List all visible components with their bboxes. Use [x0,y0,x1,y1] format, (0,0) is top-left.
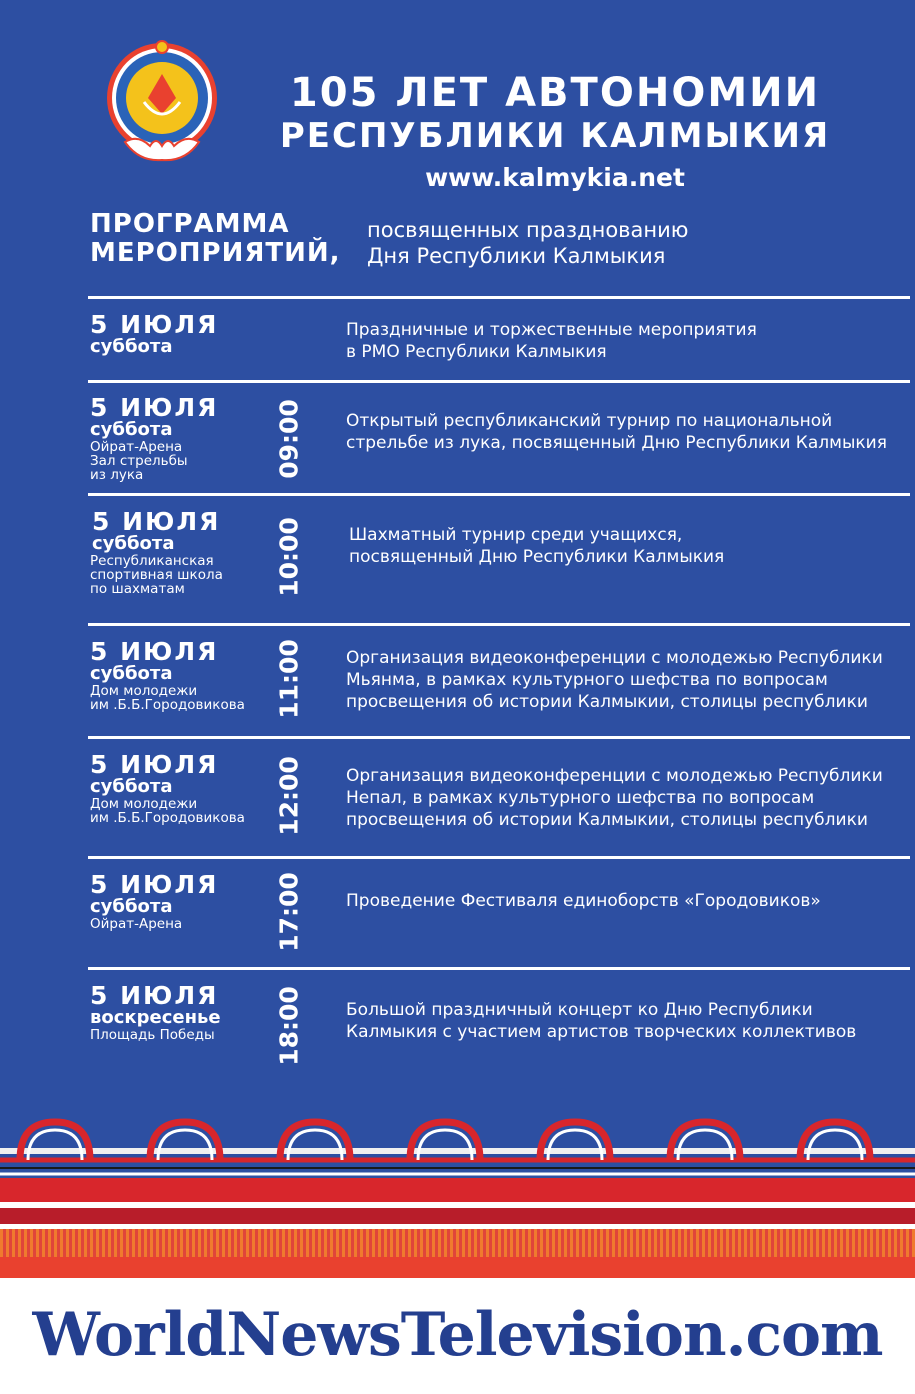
event-description-line: Организация видеоконференции с молодежью Республики [346,648,883,668]
divider [88,967,910,970]
event-description-line: Шахматный турнир среди учащихся, [349,525,683,545]
event-time: 10:00 [274,517,304,597]
program-subtitle-line1: посвященных празднованию [367,218,689,242]
event-venue [90,440,188,482]
program-subtitle [367,217,688,269]
event-venue-line: спортивная школа [90,567,223,583]
event-time: 17:00 [274,872,304,952]
event-day: суббота [90,776,173,797]
event-venue-line: Дом молодежи [90,683,198,699]
divider [88,296,910,299]
event-description [346,890,821,912]
main-title-line1: 105 ЛЕТ АВТОНОМИИ [289,70,821,116]
event-date: 5 ИЮЛЯ [90,981,219,1010]
kalmykia-emblem-icon [103,38,221,168]
event-description [346,765,883,831]
event-description-line: просвещения об истории Калмыкии, столицы республики [346,692,868,712]
divider [88,623,910,626]
event-description-line: Большой праздничный концерт ко Дню Республики [346,1000,813,1020]
ornament-arches [20,1122,870,1160]
event-time: 12:00 [274,756,304,836]
event-description [349,524,724,568]
event-venue-line: Ойрат-Арена [90,439,183,455]
event-venue-line: Дом молодежи [90,796,198,812]
event-description-line: Непал, в рамках культурного шефства по вопросам [346,788,815,808]
event-venue [90,797,245,825]
event-description-line: Праздничные и торжественные мероприятия [346,320,757,340]
event-venue [90,684,245,712]
event-day: суббота [90,419,173,440]
event-venue [90,554,223,596]
event-description-line: Мьянма, в рамках культурного шефства по вопросам [346,670,828,690]
divider [88,493,910,496]
event-venue-line: Площадь Победы [90,1027,215,1043]
event-day: суббота [90,663,173,684]
event-date: 5 ИЮЛЯ [90,310,219,339]
event-venue-line: им .Б.Б.Городовикова [90,697,245,713]
event-time: 09:00 [274,399,304,479]
event-description [346,647,883,713]
event-venue-line: им .Б.Б.Городовикова [90,810,245,826]
event-description-line: просвещения об истории Калмыкии, столицы республики [346,810,868,830]
event-description-line: Организация видеоконференции с молодежью Республики [346,766,883,786]
divider [88,380,910,383]
event-venue-line: по шахматам [90,581,185,597]
event-description [346,410,887,454]
event-description-line: посвященный Дню Республики Калмыкия [349,547,725,567]
event-date: 5 ИЮЛЯ [90,750,219,779]
event-description [346,999,856,1043]
program-title-line2: МЕРОПРИЯТИЙ, [90,238,341,268]
event-day: воскресенье [90,1007,221,1028]
watermark-text: WorldNewsTelevision.com [32,1300,883,1370]
event-day: суббота [92,533,175,554]
event-date: 5 ИЮЛЯ [90,637,219,666]
event-time: 18:00 [274,986,304,1066]
divider [88,736,910,739]
decorative-ornament-band [0,1108,915,1278]
event-description-line: Открытый республиканский турнир по национальной [346,411,833,431]
event-description-line: Калмыкия с участием артистов творческих коллективов [346,1022,857,1042]
event-description-line: Проведение Фестиваля единоборств «Городовиков» [346,891,821,911]
event-venue-line: Республиканская [90,553,214,569]
event-time: 11:00 [274,639,304,719]
event-venue-line: Зал стрельбы [90,453,188,469]
program-subtitle-line2: Дня Республики Калмыкия [367,244,666,268]
event-venue [90,917,182,931]
event-venue-line: Ойрат-Арена [90,916,183,932]
event-date: 5 ИЮЛЯ [92,507,221,536]
event-description [346,319,757,363]
event-description-line: стрельбе из лука, посвященный Дню Республики Калмыкия [346,433,887,453]
main-title-line2: РЕСПУБЛИКИ КАЛМЫКИЯ [279,116,831,156]
event-date: 5 ИЮЛЯ [90,393,219,422]
event-day: суббота [90,896,173,917]
footer-watermark [0,1278,915,1394]
event-venue [90,1028,215,1042]
event-day: суббота [90,336,173,357]
event-date: 5 ИЮЛЯ [90,870,219,899]
event-description-line: в РМО Республики Калмыкия [346,342,607,362]
program-title [90,210,341,268]
divider [88,856,910,859]
website-link[interactable]: www.kalmykia.net [425,163,685,192]
program-title-line1: ПРОГРАММА [90,209,290,239]
event-venue-line: из лука [90,467,144,483]
